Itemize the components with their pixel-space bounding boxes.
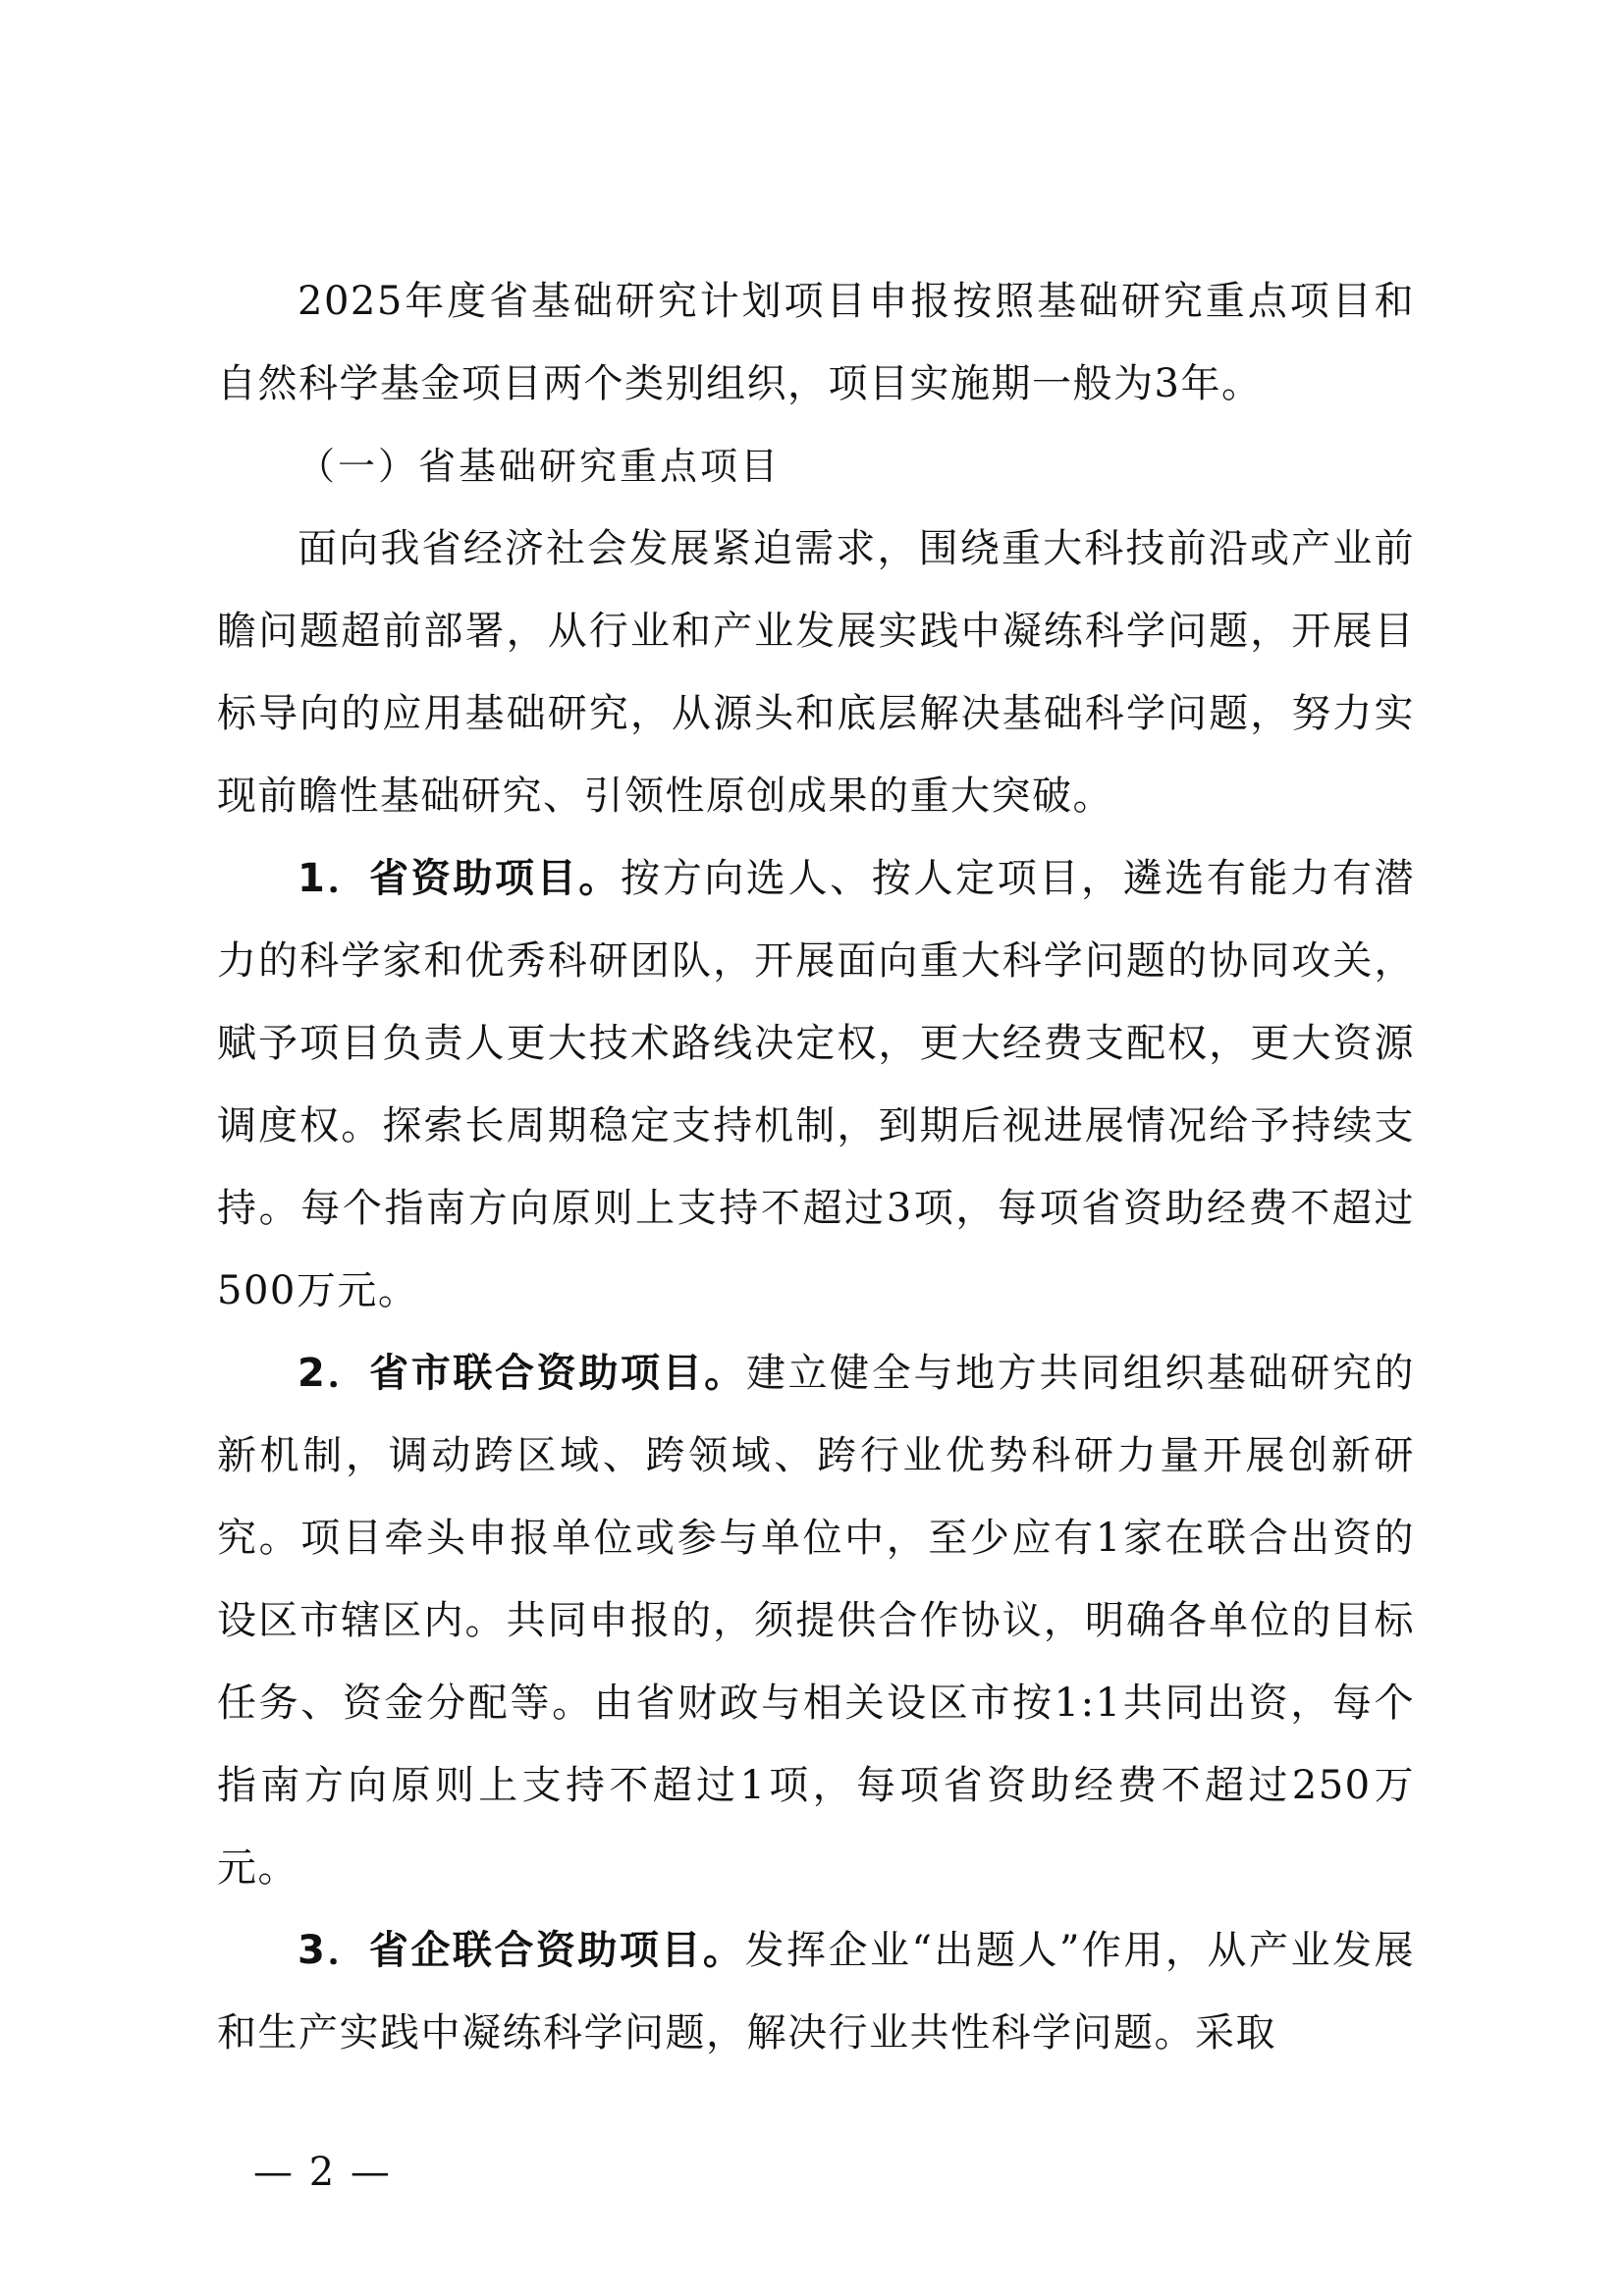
item-paragraph-provincial-funding — [217, 837, 1415, 1332]
section-heading: （一）省基础研究重点项目 — [298, 445, 782, 488]
item-lead-title: 3．省企联合资助项目。 — [298, 1928, 745, 1973]
item-paragraph-province-enterprise-joint-funding — [217, 1909, 1415, 2074]
section-description-paragraph: 面向我省经济社会发展紧迫需求，围绕重大科技前沿或产业前瞻问题超前部署，从行业和产业发展实践中凝练科学问题，开展目标导向的应用基础研究，从源头和底层解决基础科学问题，努力实现前瞻性基础研究、引领性原创成果的重大突破。 — [217, 526, 1415, 819]
item-body-text: 按方向选人、按人定项目，遴选有能力有潜力的科学家和优秀科研团队，开展面向重大科学问题的协同攻关，赋予项目负责人更大技术路线决定权，更大经费支配权，更大资源调度权。探索长周期稳定支持机制，到期后视进展情况给予持续支持。每个指南方向原则上支持不超过3项，每项省资助经费不超过500万元。 — [217, 856, 1415, 1313]
item-lead-title: 1．省资助项目。 — [298, 856, 621, 901]
intro-paragraph: 2025年度省基础研究计划项目申报按照基础研究重点项目和自然科学基金项目两个类别组织，项目实施期一般为3年。 — [217, 279, 1415, 406]
item-body-text: 发挥企业“出题人”作用，从产业发展和生产实践中凝练科学问题，解决行业共性科学问题。采取 — [217, 1928, 1415, 2056]
item-paragraph-province-city-joint-funding — [217, 1332, 1415, 1909]
item-lead-title: 2．省市联合资助项目。 — [298, 1351, 746, 1396]
page-number: — 2 — — [253, 2150, 392, 2195]
document-body — [217, 260, 1415, 2074]
item-body-text: 建立健全与地方共同组织基础研究的新机制，调动跨区域、跨领域、跨行业优势科研力量开展创新研究。项目牵头申报单位或参与单位中，至少应有1家在联合出资的设区市辖区内。共同申报的，须提供合作协议，明确各单位的目标任务、资金分配等。由省财政与相关设区市按1:1共同出资，每个指南方向原则上支持不超过1项，每项省资助经费不超过250万元。 — [217, 1351, 1415, 1891]
